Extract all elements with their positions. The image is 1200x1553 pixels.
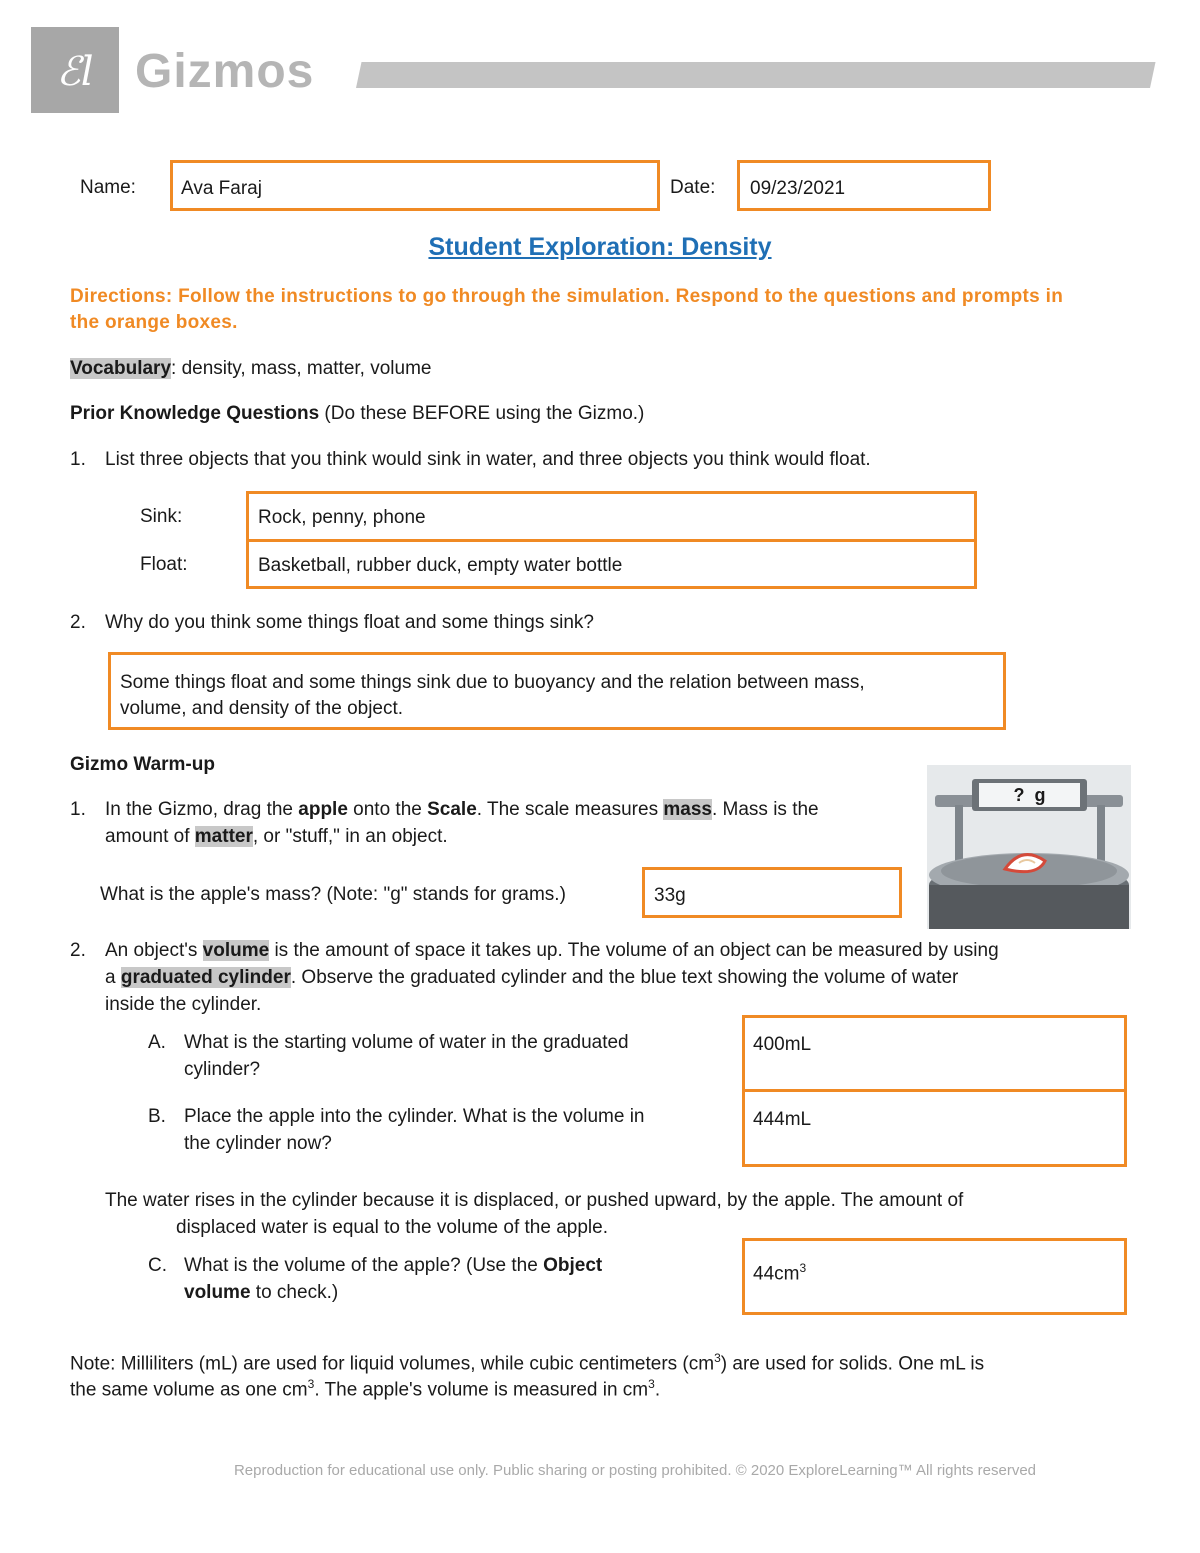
q2c-line1 (184, 1253, 602, 1279)
q2c-t2: to check.) (250, 1282, 339, 1303)
q2b-line2: the cylinder now? (184, 1133, 332, 1154)
date-value: 09/23/2021 (750, 178, 846, 199)
note-t5: . (654, 1379, 661, 1401)
wq1-mass: mass (663, 799, 712, 820)
q2c-object: Object (543, 1255, 603, 1276)
note-sup2: 3 (307, 1377, 315, 1391)
warmup-q2-line1 (105, 938, 999, 964)
wq2-t2: is the amount of space it takes up. The volume of an object can be measured by using (269, 940, 999, 961)
q2c-answer-field[interactable] (742, 1238, 1127, 1315)
prior-q2-answer-line1: Some things float and some things sink due to buoyancy and the relation between mass, (120, 672, 865, 693)
q2a-line1: What is the starting volume of water in the graduated (184, 1032, 629, 1053)
vocabulary-terms: : density, mass, matter, volume (171, 358, 432, 379)
name-value: Ava Faraj (181, 178, 262, 199)
warmup-q1-question: What is the apple's mass? (Note: "g" stands for grams.) (100, 884, 566, 905)
q2a-line2: cylinder? (184, 1059, 261, 1080)
prior-q2-answer-field[interactable] (108, 652, 1006, 730)
note-t4: . The apple's volume is measured in cm (314, 1379, 649, 1401)
prior-heading-note: (Do these BEFORE using the Gizmo.) (319, 403, 645, 424)
note-line2 (70, 1371, 660, 1403)
page-title: Student Exploration: Density (428, 233, 772, 261)
wq1-scale: Scale (427, 799, 477, 820)
wq1-t4: . Mass is the (711, 799, 819, 820)
q2c-answer-sup: 3 (799, 1261, 807, 1275)
float-answer-field[interactable] (246, 539, 977, 589)
q2b-answer: 444mL (753, 1109, 812, 1130)
q2c-answer-value: 44cm (753, 1263, 800, 1285)
wq1-t6: , or "stuff," in an object. (252, 826, 448, 847)
q2b-answer-field[interactable] (742, 1089, 1127, 1167)
q2c-line2 (184, 1280, 338, 1306)
prior-q1-text: List three objects that you think would sink in water, and three objects you think would float. (105, 449, 871, 470)
warmup-q1-number: 1. (70, 799, 86, 820)
q2c-answer (753, 1255, 806, 1287)
wq1-matter: matter (194, 826, 253, 847)
note-t3: the same volume as one cm (70, 1379, 308, 1401)
name-label: Name: (80, 177, 136, 198)
name-field[interactable] (170, 160, 660, 211)
wq2-volume: volume (202, 940, 270, 961)
note-sup1: 3 (714, 1351, 721, 1365)
prior-q2-number: 2. (70, 612, 86, 633)
apple-mass-answer: 33g (654, 885, 686, 906)
q2b-letter: B. (148, 1106, 166, 1127)
displacement-line2: displaced water is equal to the volume of the apple. (176, 1217, 608, 1238)
warmup-q2-number: 2. (70, 940, 86, 961)
footer: Reproduction for educational use only. Public sharing or posting prohibited. © 2020 ExploreLearning™ All rights reserved (233, 1462, 1037, 1479)
note-t2: ) are used for solids. One mL is (720, 1353, 985, 1375)
note-t1: Note: Milliliters (mL) are used for liquid volumes, while cubic centimeters (cm (70, 1353, 715, 1375)
wq2-t4: . Observe the graduated cylinder and the blue text showing the volume of water (290, 967, 959, 988)
prior-q2-answer-line2: volume, and density of the object. (120, 698, 404, 719)
directions: Directions: Follow the instructions to go through the simulation. Respond to the questions and prompts in the orange boxes. (70, 286, 1064, 333)
warmup-q1-line1 (105, 797, 819, 823)
brand-name: Gizmos (135, 45, 315, 98)
warmup-q2-line3: inside the cylinder. (105, 994, 262, 1015)
vocabulary-label: Vocabulary (70, 358, 172, 379)
displacement-line1: The water rises in the cylinder because it is displaced, or pushed upward, by the apple. The amount of (105, 1190, 964, 1211)
prior-heading-label: Prior Knowledge Questions (70, 403, 320, 424)
wq1-t2: onto the (347, 799, 428, 820)
prior-q2-text: Why do you think some things float and some things sink? (105, 612, 594, 633)
wq1-apple: apple (298, 799, 348, 820)
float-answer: Basketball, rubber duck, empty water bottle (258, 555, 623, 576)
sink-answer: Rock, penny, phone (258, 507, 426, 528)
note-sup3: 3 (648, 1377, 655, 1391)
sink-label: Sink: (140, 506, 183, 527)
warmup-q1-line2 (105, 824, 448, 850)
warmup-q2-line2 (105, 965, 958, 991)
scale-image (927, 765, 1131, 929)
q2a-letter: A. (148, 1032, 166, 1053)
wq1-t3: . The scale measures (476, 799, 664, 820)
date-label: Date: (670, 177, 716, 198)
q2c-t1: What is the volume of the apple? (Use the (184, 1255, 544, 1276)
q2a-answer: 400mL (753, 1034, 812, 1055)
q2c-volume: volume (184, 1282, 251, 1303)
prior-q1-number: 1. (70, 449, 86, 470)
header-bar (356, 62, 1156, 88)
wq2-t3: a (105, 967, 121, 988)
logo-badge (31, 27, 119, 113)
q2b-line1: Place the apple into the cylinder. What is the volume in (184, 1106, 645, 1127)
wq2-t1: An object's (105, 940, 203, 961)
wq1-t1: In the Gizmo, drag the (105, 799, 299, 820)
vocabulary (70, 356, 432, 382)
prior-heading (70, 401, 644, 427)
float-label: Float: (140, 554, 188, 575)
wq2-grad: graduated cylinder (120, 967, 291, 988)
warmup-heading: Gizmo Warm-up (70, 754, 215, 775)
apple-mass-field[interactable] (642, 867, 902, 918)
sink-answer-field[interactable] (246, 491, 977, 542)
date-field[interactable] (737, 160, 991, 211)
el-logo-icon (31, 27, 119, 113)
scale-readout: ? g (1013, 785, 1046, 805)
svg-text:ℰl: ℰl (56, 49, 94, 95)
q2a-answer-field[interactable] (742, 1015, 1127, 1092)
q2c-letter: C. (148, 1255, 167, 1276)
wq1-t5: amount of (105, 826, 195, 847)
